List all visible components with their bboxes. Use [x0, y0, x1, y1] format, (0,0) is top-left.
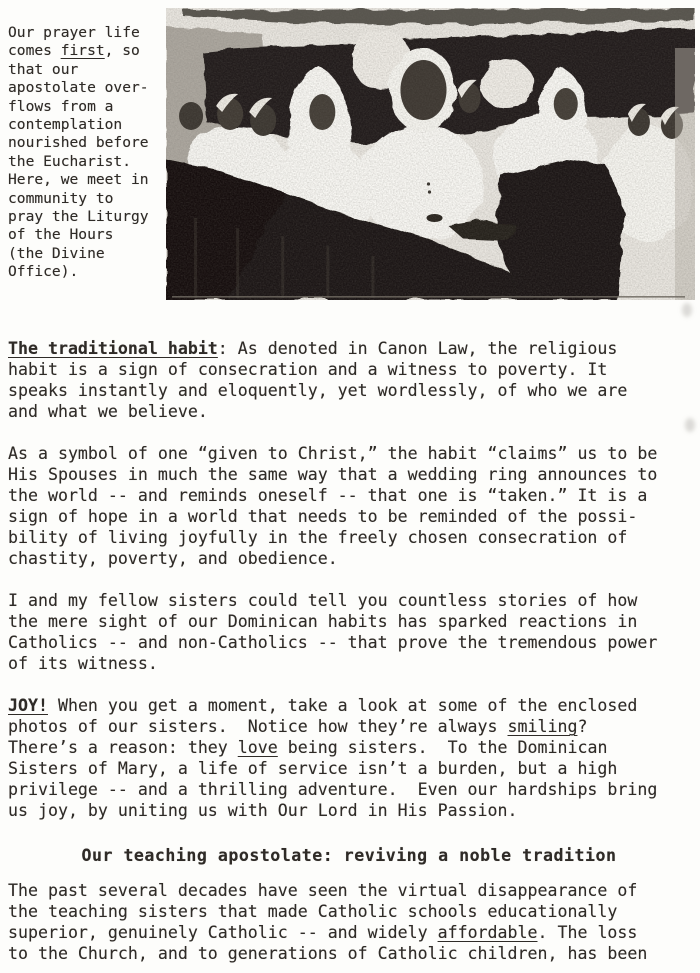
text-segment: photos of our sisters. Notice how they’re always: [8, 717, 508, 736]
text-segment: habit is a sign of consecration and a witness to poverty. It: [8, 360, 608, 379]
text-segment: being sisters. To the Dominican: [277, 738, 608, 757]
text-segment: comes: [8, 42, 61, 60]
paragraph-teaching-sisters: [8, 880, 690, 964]
emphasized-text: smiling: [507, 717, 578, 736]
emphasized-text: JOY!: [8, 696, 48, 715]
text-segment: : As denoted in Canon Law, the religious: [217, 339, 618, 358]
text-segment: and what we believe.: [8, 402, 208, 421]
text-segment: His Spouses in much the same way that a wedding ring announces to: [8, 465, 658, 484]
text-segment: Here, we meet in: [8, 171, 149, 189]
text-segment: sign of hope in a world that needs to be reminded of the possi-: [8, 507, 638, 526]
text-segment: of its witness.: [8, 654, 158, 673]
text-segment: pray the Liturgy: [8, 208, 149, 226]
text-segment: Sisters of Mary, a life of service isn’t a burden, but a high: [8, 759, 618, 778]
text-segment: chastity, poverty, and obedience.: [8, 549, 338, 568]
photo-caption: [8, 8, 166, 282]
text-segment: Catholics -- and non-Catholics -- that prove the tremendous power: [8, 633, 658, 652]
text-segment: ?: [577, 717, 588, 736]
text-segment: flows from a: [8, 97, 114, 115]
emphasized-text: The traditional habit: [8, 339, 218, 358]
text-segment: There’s a reason: they: [8, 738, 238, 757]
text-segment: The past several decades have seen the virtual disappearance of: [8, 881, 638, 900]
emphasized-text: love: [237, 738, 278, 757]
text-segment: of the Hours: [8, 226, 114, 244]
text-segment: speaks instantly and eloquently, yet wordlessly, of who we are: [8, 381, 628, 400]
paragraph-countless-stories: [8, 590, 690, 674]
text-segment: (the Divine: [8, 244, 105, 262]
text-segment: nourished before: [8, 134, 149, 152]
text-segment: the world -- and reminds oneself -- that one is “taken.” It is a: [8, 486, 648, 505]
paragraph-traditional-habit: [8, 338, 690, 422]
section-heading-teaching-apostolate: Our teaching apostolate: reviving a noble tradition: [81, 846, 617, 865]
top-section: [0, 0, 700, 300]
text-segment: us joy, by uniting us with Our Lord in His Passion.: [8, 801, 518, 820]
paragraph-joy: [8, 695, 690, 821]
text-segment: Office).: [8, 263, 79, 281]
nuns-choir-photo-image: [166, 8, 695, 300]
photo-artwork: [166, 8, 695, 300]
text-segment: community to: [8, 189, 114, 207]
letter-body: [0, 338, 700, 964]
text-segment: , so: [104, 42, 140, 60]
scan-smudge: [685, 418, 695, 432]
text-segment: to the Church, and to generations of Catholic children, has been: [8, 944, 648, 963]
emphasized-text: first: [60, 42, 105, 60]
emphasized-text: affordable: [437, 923, 538, 942]
text-segment: When you get a moment, take a look at some of the enclosed: [47, 696, 638, 715]
text-segment: that our: [8, 60, 79, 78]
text-segment: privilege -- and a thrilling adventure. Even our hardships bring: [8, 780, 658, 799]
text-segment: superior, genuinely Catholic -- and widely: [8, 923, 438, 942]
text-segment: I and my fellow sisters could tell you countless stories of how: [8, 591, 638, 610]
text-segment: . The loss: [537, 923, 638, 942]
text-segment: Our prayer life: [8, 24, 140, 41]
text-segment: the teaching sisters that made Catholic schools educationally: [8, 902, 618, 921]
text-segment: the mere sight of our Dominican habits has sparked reactions in: [8, 612, 638, 631]
text-segment: As a symbol of one “given to Christ,” the habit “claims” us to be: [8, 444, 658, 463]
nuns-choir-photo: [166, 8, 695, 300]
text-segment: contemplation: [8, 116, 123, 134]
paragraph-symbol-given-to-christ: [8, 443, 690, 569]
scan-smudge: [682, 303, 692, 317]
text-segment: apostolate over-: [8, 79, 149, 97]
text-segment: the Eucharist.: [8, 152, 132, 170]
text-segment: bility of living joyfully in the freely chosen consecration of: [8, 528, 628, 547]
